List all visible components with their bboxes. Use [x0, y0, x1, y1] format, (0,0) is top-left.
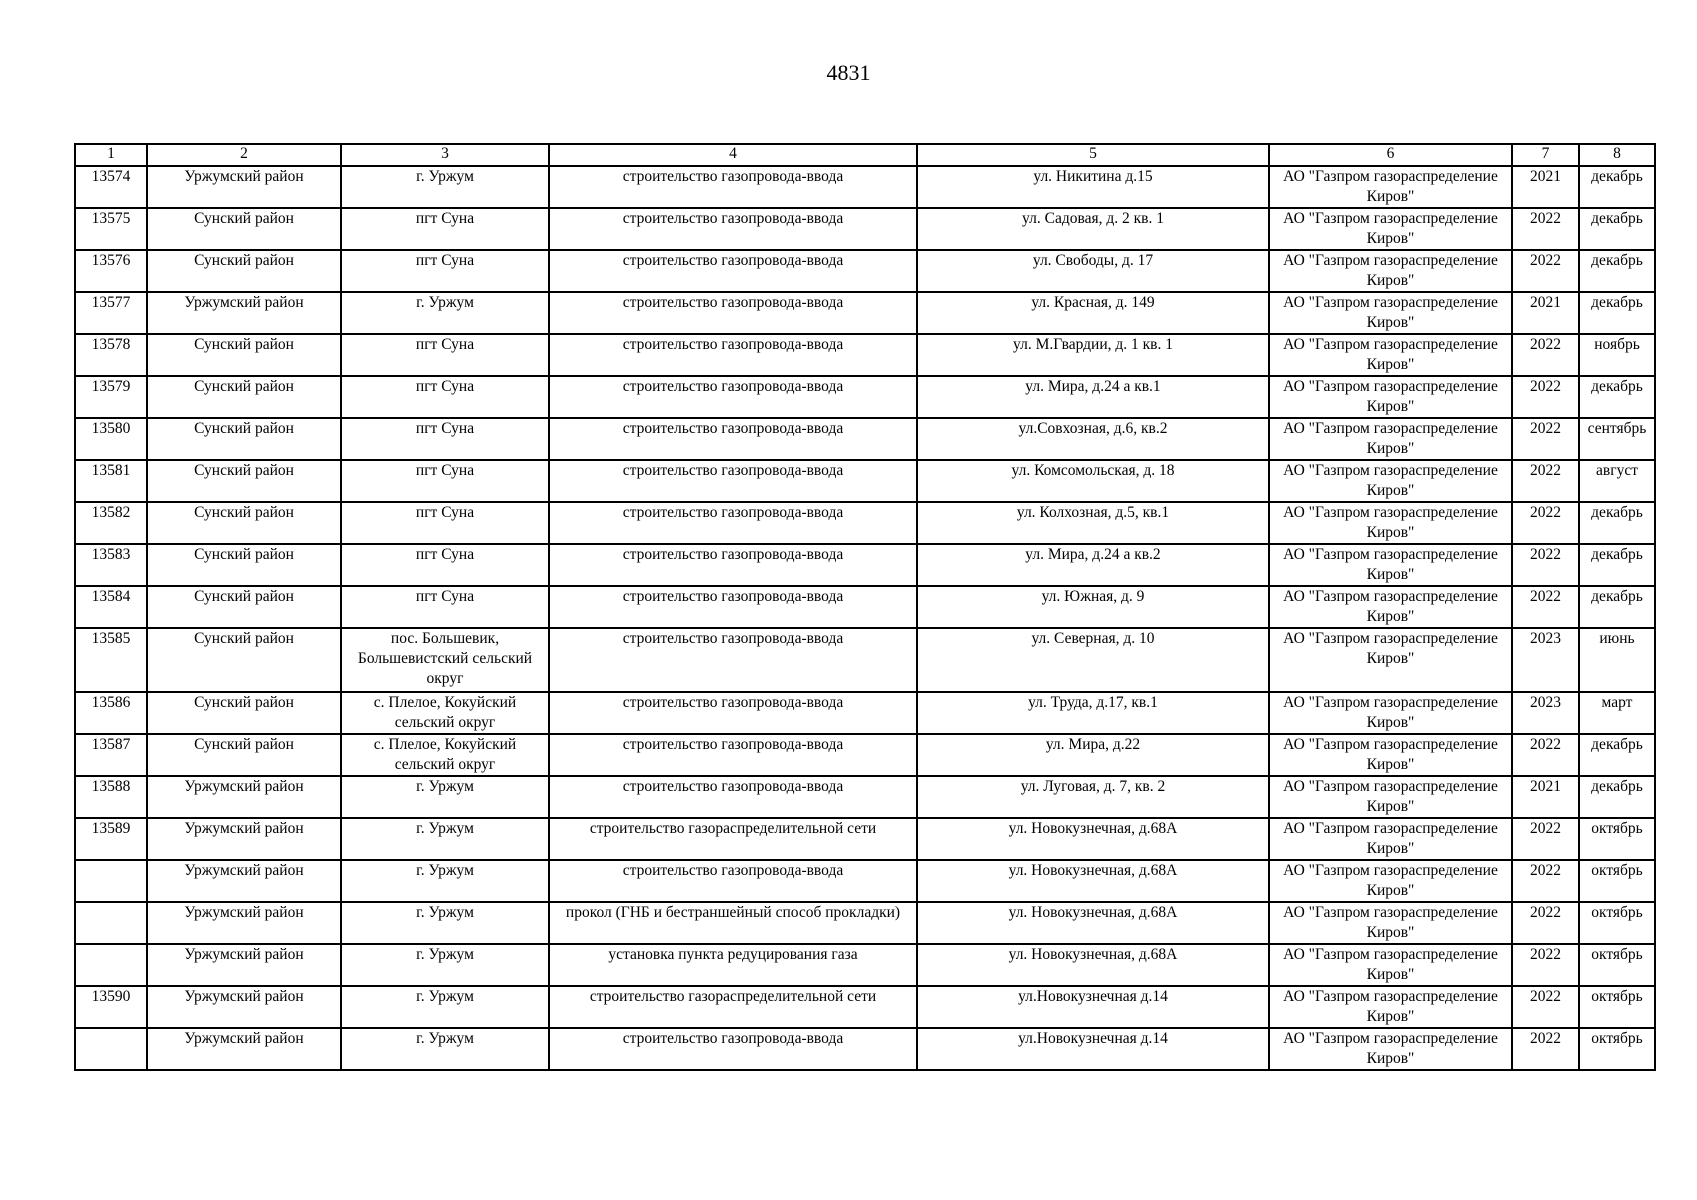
- work-type-cell: строительство газопровода-ввода: [549, 776, 917, 818]
- district-cell: Сунский район: [147, 544, 341, 586]
- table-row: [75, 250, 1655, 292]
- work-type-cell: строительство газопровода-ввода: [549, 1028, 917, 1070]
- work-type-cell: строительство газопровода-ввода: [549, 376, 917, 418]
- table-row: [75, 692, 1655, 734]
- organization-cell: АО "Газпром газораспределение Киров": [1269, 986, 1512, 1028]
- organization-cell: АО "Газпром газораспределение Киров": [1269, 460, 1512, 502]
- organization-cell: АО "Газпром газораспределение Киров": [1269, 692, 1512, 734]
- organization-cell: АО "Газпром газораспределение Киров": [1269, 292, 1512, 334]
- month-cell: декабрь: [1579, 376, 1655, 418]
- address-cell: ул. Никитина д.15: [917, 166, 1269, 208]
- column-header: 5: [917, 144, 1269, 166]
- district-cell: Сунский район: [147, 460, 341, 502]
- work-type-cell: строительство газораспределительной сети: [549, 818, 917, 860]
- row-number-cell: 13587: [75, 734, 147, 776]
- row-number-cell: [75, 902, 147, 944]
- table-row: [75, 292, 1655, 334]
- year-cell: 2022: [1512, 460, 1579, 502]
- row-number-cell: 13586: [75, 692, 147, 734]
- organization-cell: АО "Газпром газораспределение Киров": [1269, 902, 1512, 944]
- settlement-cell: пгт Суна: [341, 208, 549, 250]
- month-cell: декабрь: [1579, 544, 1655, 586]
- address-cell: ул.Совхозная, д.6, кв.2: [917, 418, 1269, 460]
- column-header: 3: [341, 144, 549, 166]
- table-row: [75, 860, 1655, 902]
- work-type-cell: строительство газопровода-ввода: [549, 334, 917, 376]
- month-cell: декабрь: [1579, 776, 1655, 818]
- month-cell: октябрь: [1579, 1028, 1655, 1070]
- work-type-cell: строительство газопровода-ввода: [549, 692, 917, 734]
- table-row: [75, 166, 1655, 208]
- district-cell: Уржумский район: [147, 292, 341, 334]
- year-cell: 2023: [1512, 692, 1579, 734]
- column-header: 4: [549, 144, 917, 166]
- work-type-cell: строительство газопровода-ввода: [549, 860, 917, 902]
- month-cell: декабрь: [1579, 502, 1655, 544]
- address-cell: ул. Садовая, д. 2 кв. 1: [917, 208, 1269, 250]
- row-number-cell: 13588: [75, 776, 147, 818]
- data-table: [74, 143, 1656, 1071]
- address-cell: ул. Новокузнечная, д.68А: [917, 860, 1269, 902]
- settlement-cell: г. Уржум: [341, 1028, 549, 1070]
- row-number-cell: 13584: [75, 586, 147, 628]
- month-cell: декабрь: [1579, 250, 1655, 292]
- district-cell: Сунский район: [147, 208, 341, 250]
- address-cell: ул. Луговая, д. 7, кв. 2: [917, 776, 1269, 818]
- row-number-cell: 13579: [75, 376, 147, 418]
- work-type-cell: строительство газопровода-ввода: [549, 502, 917, 544]
- address-cell: ул. Колхозная, д.5, кв.1: [917, 502, 1269, 544]
- row-number-cell: 13582: [75, 502, 147, 544]
- settlement-cell: г. Уржум: [341, 860, 549, 902]
- page-number: 4831: [826, 60, 871, 85]
- address-cell: ул. Новокузнечная, д.68А: [917, 818, 1269, 860]
- column-header: 6: [1269, 144, 1512, 166]
- month-cell: октябрь: [1579, 902, 1655, 944]
- work-type-cell: строительство газопровода-ввода: [549, 250, 917, 292]
- settlement-cell: пгт Суна: [341, 502, 549, 544]
- row-number-cell: 13590: [75, 986, 147, 1028]
- year-cell: 2022: [1512, 250, 1579, 292]
- year-cell: 2022: [1512, 734, 1579, 776]
- organization-cell: АО "Газпром газораспределение Киров": [1269, 544, 1512, 586]
- address-cell: ул. Красная, д. 149: [917, 292, 1269, 334]
- district-cell: Уржумский район: [147, 166, 341, 208]
- district-cell: Сунский район: [147, 586, 341, 628]
- year-cell: 2022: [1512, 544, 1579, 586]
- table-row: [75, 1028, 1655, 1070]
- organization-cell: АО "Газпром газораспределение Киров": [1269, 376, 1512, 418]
- month-cell: октябрь: [1579, 986, 1655, 1028]
- month-cell: декабрь: [1579, 292, 1655, 334]
- district-cell: Уржумский район: [147, 902, 341, 944]
- table-row: [75, 502, 1655, 544]
- table-row: [75, 418, 1655, 460]
- settlement-cell: пгт Суна: [341, 418, 549, 460]
- table-row: [75, 902, 1655, 944]
- settlement-cell: пгт Суна: [341, 586, 549, 628]
- address-cell: ул. Новокузнечная, д.68А: [917, 902, 1269, 944]
- work-type-cell: строительство газопровода-ввода: [549, 418, 917, 460]
- year-cell: 2022: [1512, 502, 1579, 544]
- address-cell: ул. Комсомольская, д. 18: [917, 460, 1269, 502]
- address-cell: ул. Свободы, д. 17: [917, 250, 1269, 292]
- organization-cell: АО "Газпром газораспределение Киров": [1269, 734, 1512, 776]
- work-type-cell: установка пункта редуцирования газа: [549, 944, 917, 986]
- settlement-cell: с. Плелое, Кокуйский сельский округ: [341, 692, 549, 734]
- district-cell: Сунский район: [147, 418, 341, 460]
- row-number-cell: [75, 944, 147, 986]
- month-cell: декабрь: [1579, 166, 1655, 208]
- column-header: 7: [1512, 144, 1579, 166]
- row-number-cell: [75, 1028, 147, 1070]
- row-number-cell: 13576: [75, 250, 147, 292]
- month-cell: декабрь: [1579, 586, 1655, 628]
- work-type-cell: строительство газопровода-ввода: [549, 734, 917, 776]
- row-number-cell: 13581: [75, 460, 147, 502]
- organization-cell: АО "Газпром газораспределение Киров": [1269, 628, 1512, 692]
- settlement-cell: пгт Суна: [341, 376, 549, 418]
- settlement-cell: г. Уржум: [341, 776, 549, 818]
- organization-cell: АО "Газпром газораспределение Киров": [1269, 208, 1512, 250]
- organization-cell: АО "Газпром газораспределение Киров": [1269, 586, 1512, 628]
- table-row: [75, 208, 1655, 250]
- organization-cell: АО "Газпром газораспределение Киров": [1269, 334, 1512, 376]
- month-cell: сентябрь: [1579, 418, 1655, 460]
- table-row: [75, 628, 1655, 692]
- organization-cell: АО "Газпром газораспределение Киров": [1269, 944, 1512, 986]
- address-cell: ул. Южная, д. 9: [917, 586, 1269, 628]
- year-cell: 2021: [1512, 776, 1579, 818]
- organization-cell: АО "Газпром газораспределение Киров": [1269, 860, 1512, 902]
- month-cell: ноябрь: [1579, 334, 1655, 376]
- table-row: [75, 818, 1655, 860]
- organization-cell: АО "Газпром газораспределение Киров": [1269, 818, 1512, 860]
- month-cell: октябрь: [1579, 818, 1655, 860]
- row-number-cell: 13574: [75, 166, 147, 208]
- district-cell: Уржумский район: [147, 944, 341, 986]
- work-type-cell: строительство газопровода-ввода: [549, 586, 917, 628]
- table-row: [75, 376, 1655, 418]
- district-cell: Сунский район: [147, 628, 341, 692]
- table-row: [75, 734, 1655, 776]
- settlement-cell: г. Уржум: [341, 166, 549, 208]
- year-cell: 2022: [1512, 986, 1579, 1028]
- settlement-cell: г. Уржум: [341, 944, 549, 986]
- work-type-cell: строительство газопровода-ввода: [549, 544, 917, 586]
- table-row: [75, 460, 1655, 502]
- work-type-cell: строительство газораспределительной сети: [549, 986, 917, 1028]
- month-cell: август: [1579, 460, 1655, 502]
- address-cell: ул. Мира, д.24 а кв.2: [917, 544, 1269, 586]
- settlement-cell: пгт Суна: [341, 544, 549, 586]
- settlement-cell: г. Уржум: [341, 818, 549, 860]
- district-cell: Сунский район: [147, 692, 341, 734]
- work-type-cell: строительство газопровода-ввода: [549, 166, 917, 208]
- table-row: [75, 334, 1655, 376]
- organization-cell: АО "Газпром газораспределение Киров": [1269, 502, 1512, 544]
- district-cell: Сунский район: [147, 376, 341, 418]
- year-cell: 2022: [1512, 860, 1579, 902]
- organization-cell: АО "Газпром газораспределение Киров": [1269, 250, 1512, 292]
- work-type-cell: прокол (ГНБ и бестраншейный способ прокладки): [549, 902, 917, 944]
- district-cell: Сунский район: [147, 502, 341, 544]
- year-cell: 2022: [1512, 944, 1579, 986]
- table-body: [75, 166, 1655, 1070]
- month-cell: октябрь: [1579, 944, 1655, 986]
- settlement-cell: пгт Суна: [341, 460, 549, 502]
- row-number-cell: 13575: [75, 208, 147, 250]
- district-cell: Уржумский район: [147, 860, 341, 902]
- year-cell: 2022: [1512, 902, 1579, 944]
- address-cell: ул. Мира, д.22: [917, 734, 1269, 776]
- address-cell: ул. М.Гвардии, д. 1 кв. 1: [917, 334, 1269, 376]
- district-cell: Уржумский район: [147, 1028, 341, 1070]
- year-cell: 2022: [1512, 334, 1579, 376]
- organization-cell: АО "Газпром газораспределение Киров": [1269, 776, 1512, 818]
- month-cell: декабрь: [1579, 208, 1655, 250]
- row-number-cell: 13580: [75, 418, 147, 460]
- district-cell: Уржумский район: [147, 986, 341, 1028]
- settlement-cell: пгт Суна: [341, 334, 549, 376]
- settlement-cell: пгт Суна: [341, 250, 549, 292]
- year-cell: 2022: [1512, 586, 1579, 628]
- column-header: 2: [147, 144, 341, 166]
- address-cell: ул.Новокузнечная д.14: [917, 986, 1269, 1028]
- district-cell: Уржумский район: [147, 776, 341, 818]
- settlement-cell: г. Уржум: [341, 902, 549, 944]
- settlement-cell: пос. Большевик, Большевистский сельский округ: [341, 628, 549, 692]
- year-cell: 2021: [1512, 166, 1579, 208]
- month-cell: июнь: [1579, 628, 1655, 692]
- month-cell: март: [1579, 692, 1655, 734]
- year-cell: 2022: [1512, 1028, 1579, 1070]
- year-cell: 2022: [1512, 376, 1579, 418]
- row-number-cell: 13578: [75, 334, 147, 376]
- settlement-cell: г. Уржум: [341, 986, 549, 1028]
- month-cell: декабрь: [1579, 734, 1655, 776]
- year-cell: 2022: [1512, 418, 1579, 460]
- address-cell: ул. Мира, д.24 а кв.1: [917, 376, 1269, 418]
- column-header: 8: [1579, 144, 1655, 166]
- year-cell: 2023: [1512, 628, 1579, 692]
- address-cell: ул. Труда, д.17, кв.1: [917, 692, 1269, 734]
- address-cell: ул. Северная, д. 10: [917, 628, 1269, 692]
- row-number-cell: 13577: [75, 292, 147, 334]
- organization-cell: АО "Газпром газораспределение Киров": [1269, 418, 1512, 460]
- organization-cell: АО "Газпром газораспределение Киров": [1269, 166, 1512, 208]
- table-row: [75, 944, 1655, 986]
- year-cell: 2022: [1512, 818, 1579, 860]
- settlement-cell: с. Плелое, Кокуйский сельский округ: [341, 734, 549, 776]
- work-type-cell: строительство газопровода-ввода: [549, 208, 917, 250]
- organization-cell: АО "Газпром газораспределение Киров": [1269, 1028, 1512, 1070]
- row-number-cell: 13589: [75, 818, 147, 860]
- table-row: [75, 986, 1655, 1028]
- table-row: [75, 776, 1655, 818]
- address-cell: ул. Новокузнечная, д.68А: [917, 944, 1269, 986]
- header-row: [75, 144, 1655, 166]
- district-cell: Сунский район: [147, 334, 341, 376]
- month-cell: октябрь: [1579, 860, 1655, 902]
- work-type-cell: строительство газопровода-ввода: [549, 460, 917, 502]
- row-number-cell: [75, 860, 147, 902]
- work-type-cell: строительство газопровода-ввода: [549, 628, 917, 692]
- district-cell: Уржумский район: [147, 818, 341, 860]
- settlement-cell: г. Уржум: [341, 292, 549, 334]
- year-cell: 2021: [1512, 292, 1579, 334]
- row-number-cell: 13585: [75, 628, 147, 692]
- address-cell: ул.Новокузнечная д.14: [917, 1028, 1269, 1070]
- district-cell: Сунский район: [147, 734, 341, 776]
- year-cell: 2022: [1512, 208, 1579, 250]
- district-cell: Сунский район: [147, 250, 341, 292]
- row-number-cell: 13583: [75, 544, 147, 586]
- table-row: [75, 544, 1655, 586]
- column-header: 1: [75, 144, 147, 166]
- table-row: [75, 586, 1655, 628]
- work-type-cell: строительство газопровода-ввода: [549, 292, 917, 334]
